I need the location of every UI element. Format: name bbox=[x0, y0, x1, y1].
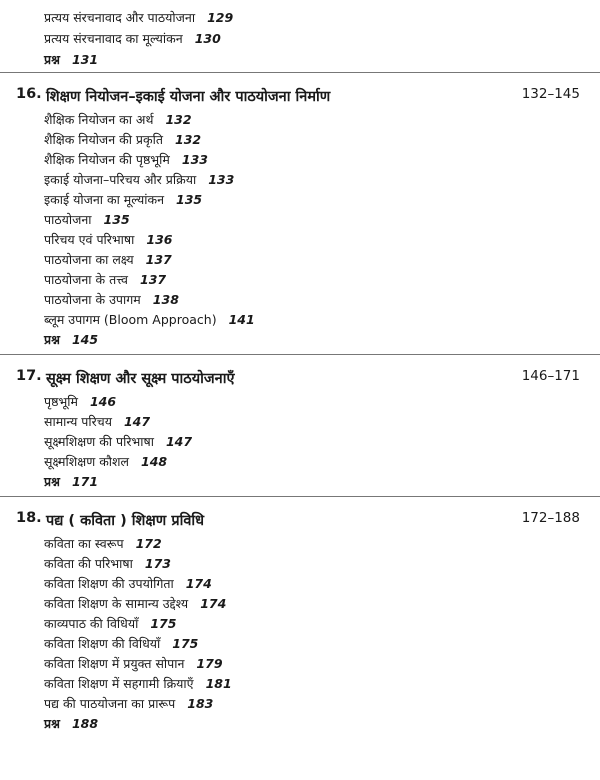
entry-page: 183 bbox=[187, 696, 214, 711]
toc-entry bbox=[44, 272, 166, 288]
toc-entry bbox=[44, 536, 162, 552]
chapter-number: 17. bbox=[16, 368, 42, 384]
entry-page: 131 bbox=[71, 52, 99, 67]
chapter-heading-17 bbox=[16, 368, 580, 390]
entry-page: 135 bbox=[176, 192, 203, 207]
entry-page: 171 bbox=[71, 474, 99, 489]
toc-entry bbox=[44, 636, 198, 652]
chapter-title: शिक्षण नियोजन–इकाई योजना और पाठयोजना निर्माण bbox=[46, 89, 331, 105]
entry-page: 147 bbox=[123, 414, 151, 429]
entry-title: सूक्ष्मशिक्षण की परिभाषा bbox=[44, 434, 154, 449]
entry-title: प्रश्न bbox=[44, 52, 60, 67]
toc-entry bbox=[44, 292, 179, 308]
entry-title: ब्लूम उपागम (Bloom Approach) bbox=[44, 312, 217, 327]
entry-page: 130 bbox=[194, 31, 221, 46]
entry-title: पाठयोजना bbox=[44, 212, 92, 227]
toc-entry bbox=[44, 596, 226, 612]
toc-entry bbox=[44, 556, 171, 572]
entry-page: 133 bbox=[181, 152, 208, 167]
chapter-number: 18. bbox=[16, 510, 42, 526]
entry-page: 137 bbox=[140, 272, 167, 287]
toc-entry-questions bbox=[44, 474, 98, 490]
chapter-heading-16 bbox=[16, 86, 580, 108]
entry-page: 136 bbox=[146, 232, 173, 247]
toc-entry-questions bbox=[44, 716, 98, 732]
divider bbox=[0, 496, 600, 497]
toc-entry-questions bbox=[44, 332, 98, 348]
entry-page: 135 bbox=[103, 212, 130, 227]
toc-entry bbox=[44, 132, 201, 148]
chapter-heading-18 bbox=[16, 510, 580, 532]
entry-page: 181 bbox=[205, 676, 232, 691]
entry-title: प्रश्न bbox=[44, 332, 60, 347]
entry-page: 137 bbox=[145, 252, 172, 267]
entry-title: पाठयोजना के उपागम bbox=[44, 292, 141, 307]
toc-entry bbox=[44, 394, 116, 410]
chapter-page-range: 132–145 bbox=[521, 86, 580, 102]
toc-entry-questions bbox=[44, 52, 98, 68]
toc-entry bbox=[44, 252, 172, 268]
entry-page: 174 bbox=[200, 596, 227, 611]
entry-title: प्रश्न bbox=[44, 716, 60, 731]
entry-title: कविता शिक्षण में प्रयुक्त सोपान bbox=[44, 656, 185, 671]
toc-entry bbox=[44, 454, 167, 470]
entry-title: प्रश्न bbox=[44, 474, 60, 489]
entry-title: पाठयोजना का लक्ष्य bbox=[44, 252, 134, 267]
toc-entry bbox=[44, 414, 150, 430]
entry-page: 141 bbox=[228, 312, 255, 327]
toc-entry bbox=[44, 676, 232, 692]
entry-page: 147 bbox=[165, 434, 193, 449]
entry-title: सामान्य परिचय bbox=[44, 414, 112, 429]
entry-title: कविता शिक्षण के सामान्य उद्देश्य bbox=[44, 596, 189, 611]
chapter-number: 16. bbox=[16, 86, 42, 102]
entry-page: 173 bbox=[144, 556, 171, 571]
toc-entry bbox=[44, 31, 221, 47]
toc-entry bbox=[44, 192, 202, 208]
entry-page: 138 bbox=[152, 292, 179, 307]
toc-entry bbox=[44, 232, 172, 248]
toc-entry bbox=[44, 172, 234, 188]
toc-entry bbox=[44, 312, 255, 328]
toc-entry bbox=[44, 152, 208, 168]
entry-page: 188 bbox=[71, 716, 99, 731]
entry-page: 132 bbox=[165, 112, 192, 127]
entry-title: पृष्ठभूमि bbox=[44, 394, 78, 409]
entry-page: 145 bbox=[71, 332, 99, 347]
toc-entry bbox=[44, 212, 130, 228]
entry-title: कविता की परिभाषा bbox=[44, 556, 133, 571]
chapter-page-range: 146–171 bbox=[521, 368, 580, 384]
toc-entry bbox=[44, 434, 192, 450]
entry-title: प्रत्यय संरचनावाद और पाठयोजना bbox=[44, 10, 196, 25]
entry-title: शैक्षिक नियोजन का अर्थ bbox=[44, 112, 154, 127]
divider bbox=[0, 354, 600, 355]
entry-title: कविता का स्वरूप bbox=[44, 536, 124, 551]
entry-title: इकाई योजना–परिचय और प्रक्रिया bbox=[44, 172, 197, 187]
entry-title: प्रत्यय संरचनावाद का मूल्यांकन bbox=[44, 31, 183, 46]
toc-entry bbox=[44, 696, 213, 712]
entry-page: 175 bbox=[172, 636, 199, 651]
entry-title: कविता शिक्षण की उपयोगिता bbox=[44, 576, 174, 591]
entry-page: 172 bbox=[135, 536, 162, 551]
toc-entry bbox=[44, 656, 223, 672]
chapter-title: सूक्ष्म शिक्षण और सूक्ष्म पाठयोजनाएँ bbox=[46, 371, 235, 387]
entry-page: 175 bbox=[150, 616, 177, 631]
entry-title: परिचय एवं परिभाषा bbox=[44, 232, 135, 247]
entry-page: 129 bbox=[207, 10, 234, 25]
entry-page: 179 bbox=[196, 656, 223, 671]
entry-title: पद्य की पाठयोजना का प्रारूप bbox=[44, 696, 176, 711]
entry-page: 133 bbox=[208, 172, 235, 187]
entry-title: पाठयोजना के तत्त्व bbox=[44, 272, 128, 287]
toc-entry bbox=[44, 576, 212, 592]
entry-title: इकाई योजना का मूल्यांकन bbox=[44, 192, 165, 207]
toc-entry bbox=[44, 112, 192, 128]
entry-title: शैक्षिक नियोजन की प्रकृति bbox=[44, 132, 164, 147]
chapter-page-range: 172–188 bbox=[521, 510, 580, 526]
chapter-title: पद्य ( कविता ) शिक्षण प्रविधि bbox=[46, 513, 205, 529]
entry-page: 132 bbox=[175, 132, 202, 147]
entry-page: 146 bbox=[89, 394, 117, 409]
toc-entry bbox=[44, 616, 176, 632]
entry-title: काव्यपाठ की विधियाँ bbox=[44, 616, 139, 631]
entry-title: कविता शिक्षण की विधियाँ bbox=[44, 636, 161, 651]
toc-entry bbox=[44, 10, 233, 26]
entry-title: शैक्षिक नियोजन की पृष्ठभूमि bbox=[44, 152, 170, 167]
divider bbox=[0, 72, 600, 73]
entry-page: 174 bbox=[185, 576, 212, 591]
entry-page: 148 bbox=[141, 454, 168, 469]
entry-title: सूक्ष्मशिक्षण कौशल bbox=[44, 454, 130, 469]
entry-title: कविता शिक्षण में सहगामी क्रियाएँ bbox=[44, 676, 194, 691]
